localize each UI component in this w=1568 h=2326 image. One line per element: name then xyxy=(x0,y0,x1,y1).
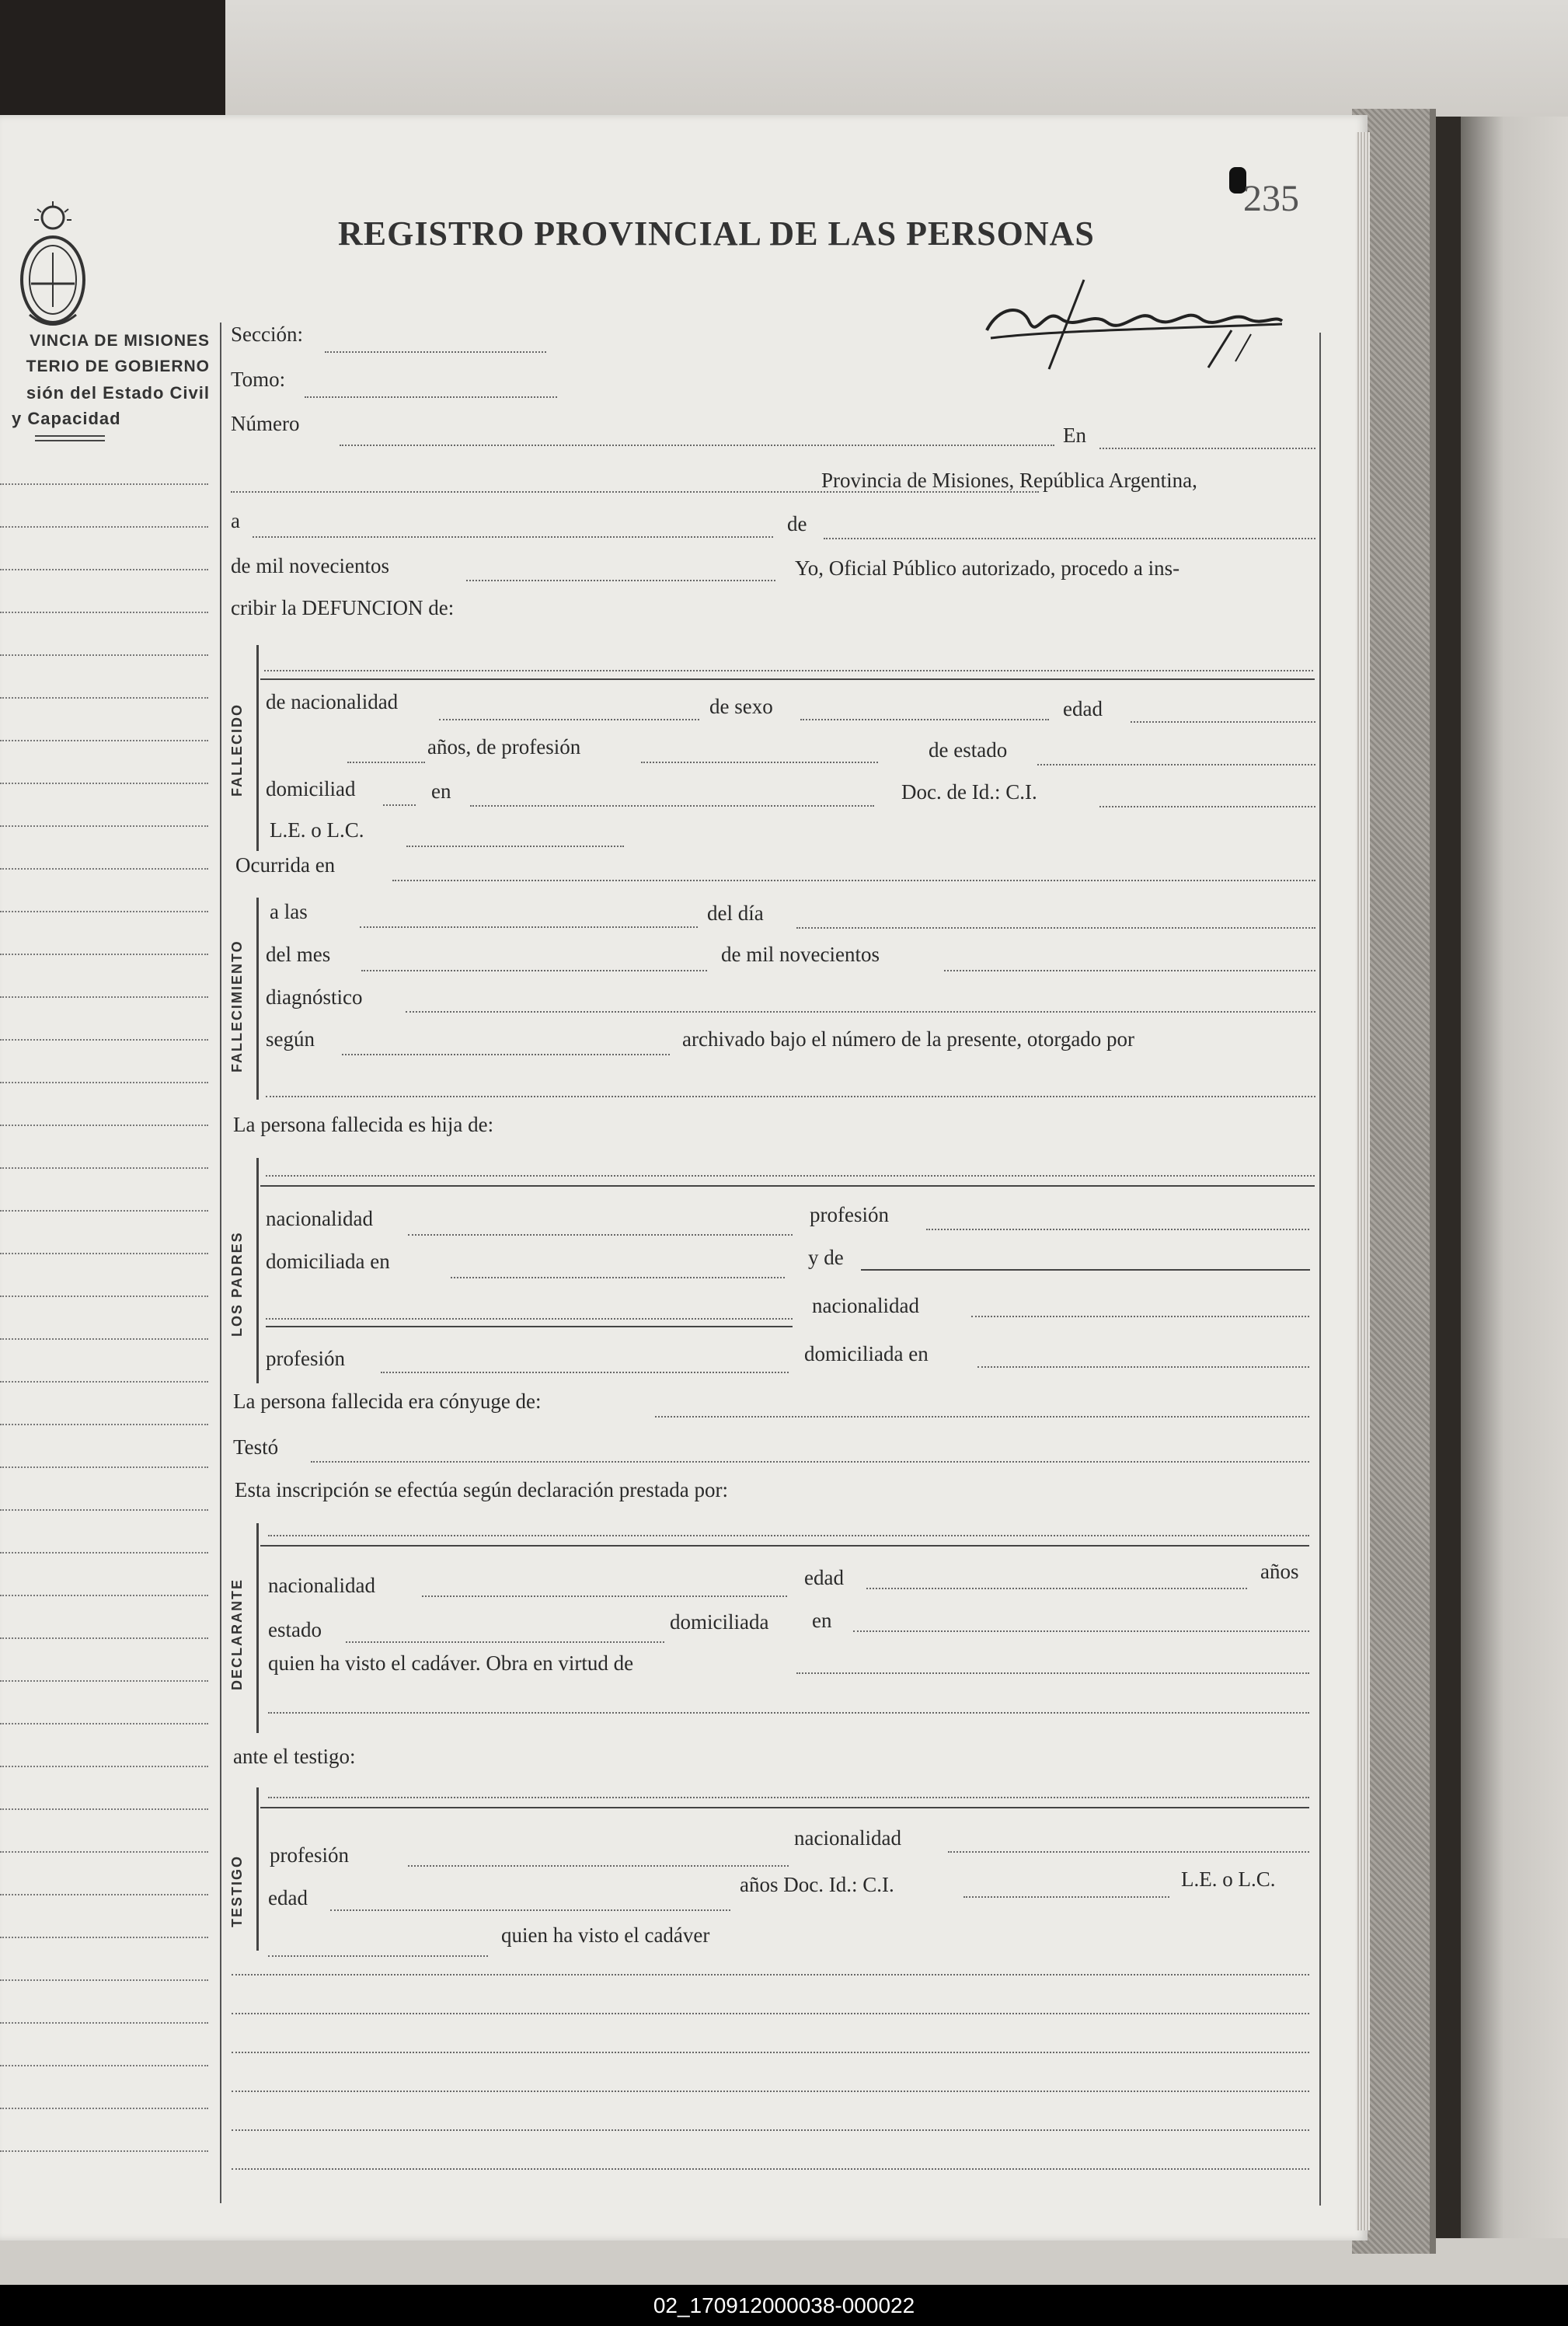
left-margin-line xyxy=(0,612,208,613)
left-margin-line xyxy=(0,2022,208,2024)
field-ci-testigo[interactable] xyxy=(963,1896,1169,1898)
line-madre xyxy=(266,1326,793,1327)
label-quien-testigo: quien ha visto el cadáver xyxy=(501,1923,710,1947)
field-conyuge[interactable] xyxy=(655,1416,1309,1418)
bracket-fallecido xyxy=(256,645,259,851)
label-profesion-testigo: profesión xyxy=(270,1843,349,1867)
label-nacionalidad: de nacionalidad xyxy=(266,690,399,713)
field-ocurrida[interactable] xyxy=(392,880,1315,881)
label-domiciliad: domiciliad xyxy=(266,777,356,800)
line-padre xyxy=(260,1185,1315,1187)
field-numero[interactable] xyxy=(340,445,1054,446)
field-segun[interactable] xyxy=(342,1054,670,1055)
label-sexo: de sexo xyxy=(709,695,773,718)
label-nacionalidad-madre: nacionalidad xyxy=(812,1294,919,1317)
left-margin-line xyxy=(0,1381,208,1383)
left-margin-line xyxy=(0,654,208,656)
left-margin-line xyxy=(0,2065,208,2066)
line-fallecido xyxy=(260,678,1315,680)
line-testigo xyxy=(260,1807,1309,1808)
left-margin-line xyxy=(0,1637,208,1639)
field-doc-ci[interactable] xyxy=(1099,806,1315,807)
field-le-lc[interactable] xyxy=(406,846,624,847)
observaciones-line[interactable] xyxy=(232,2052,1309,2053)
left-margin-line xyxy=(0,1979,208,1981)
field-diagnostico[interactable] xyxy=(406,1011,1315,1013)
label-domiciliada-padre: domiciliada en xyxy=(266,1250,390,1273)
label-estado: de estado xyxy=(929,738,1008,762)
field-edad[interactable] xyxy=(1131,721,1315,723)
field-profesion-testigo[interactable] xyxy=(408,1865,789,1867)
label-testo: Testó xyxy=(233,1435,279,1459)
field-nacionalidad[interactable] xyxy=(439,719,699,720)
left-margin-line xyxy=(0,526,208,528)
field-a[interactable] xyxy=(253,536,773,538)
background-bottom xyxy=(0,2238,1568,2285)
label-en-dom: en xyxy=(431,779,451,803)
bracket-declarante xyxy=(256,1523,259,1733)
field-obra-en-virtud[interactable] xyxy=(796,1672,1309,1674)
field-estado[interactable] xyxy=(1037,764,1315,765)
field-nacionalidad-declarante[interactable] xyxy=(422,1595,787,1597)
left-margin-line xyxy=(0,1937,208,1938)
field-dia[interactable] xyxy=(796,927,1315,929)
left-margin-line xyxy=(0,2108,208,2109)
label-doc: Doc. de Id.: C.I. xyxy=(901,780,1037,804)
field-nombre-fallecido[interactable] xyxy=(264,670,1313,671)
observaciones-line[interactable] xyxy=(232,2168,1309,2170)
field-nacionalidad-padre[interactable] xyxy=(408,1234,793,1236)
label-edad: edad xyxy=(1063,697,1103,720)
left-margin-line xyxy=(0,1851,208,1853)
label-y-de: y de xyxy=(808,1246,844,1269)
left-header-line1: VINCIA DE MISIONES xyxy=(30,332,210,350)
bracket-padres xyxy=(256,1158,259,1383)
left-margin-line xyxy=(0,697,208,699)
document-page xyxy=(0,115,1368,2241)
left-margin-line xyxy=(0,1894,208,1895)
field-domicilio-madre[interactable] xyxy=(977,1366,1309,1368)
field-nombre-madre-cont[interactable] xyxy=(266,1318,793,1320)
field-en[interactable] xyxy=(1099,448,1315,449)
field-nombre-declarante[interactable] xyxy=(268,1535,1309,1536)
label-provincia: Provincia de Misiones, República Argentina, xyxy=(821,469,1197,492)
left-margin-line xyxy=(0,1680,208,1682)
field-profesion-madre[interactable] xyxy=(381,1372,789,1373)
field-estado-declarante[interactable] xyxy=(346,1641,664,1643)
section-label-fallecimiento: FALLECIMIENTO xyxy=(229,940,245,1072)
field-edad-testigo[interactable] xyxy=(330,1909,730,1911)
left-margin-line xyxy=(0,1039,208,1041)
label-archivado: archivado bajo el número de la presente, otorgado por xyxy=(682,1027,1135,1051)
left-margin-line xyxy=(0,1082,208,1083)
field-anio[interactable] xyxy=(466,580,775,581)
left-margin-line xyxy=(0,483,208,485)
left-header-line4: y Capacidad xyxy=(12,409,121,428)
section-label-fallecido: FALLECIDO xyxy=(229,703,245,797)
background-right xyxy=(1461,117,1568,2293)
left-header-line2: TERIO DE GOBIERNO xyxy=(26,357,210,375)
field-nombre-padre[interactable] xyxy=(266,1175,1315,1177)
left-margin-line xyxy=(0,911,208,912)
left-margin-line xyxy=(0,1167,208,1169)
field-nacionalidad-madre[interactable] xyxy=(971,1316,1309,1317)
label-a: a xyxy=(231,509,240,532)
left-margin-line xyxy=(0,1552,208,1554)
field-seccion[interactable] xyxy=(325,351,546,353)
left-margin-line xyxy=(0,569,208,570)
label-anos-declarante: años xyxy=(1260,1560,1299,1583)
label-nacionalidad-padre: nacionalidad xyxy=(266,1207,373,1230)
field-domicilio[interactable] xyxy=(470,805,874,807)
label-domiciliada-declarante: domiciliada xyxy=(670,1610,769,1634)
label-anos-doc-testigo: años Doc. Id.: C.I. xyxy=(740,1873,894,1896)
label-edad-declarante: edad xyxy=(804,1566,844,1589)
field-domiciliad-genero[interactable] xyxy=(383,804,416,806)
field-anio-fallec[interactable] xyxy=(944,970,1315,971)
field-profesion-padre[interactable] xyxy=(926,1229,1309,1230)
left-margin-line xyxy=(0,783,208,784)
label-de-mil-fallec: de mil novecientos xyxy=(721,943,880,966)
field-testo[interactable] xyxy=(311,1461,1309,1463)
left-margin-line xyxy=(0,740,208,741)
field-declarante-extra[interactable] xyxy=(268,1712,1309,1714)
page-number: 235 xyxy=(1243,178,1299,219)
observaciones-line[interactable] xyxy=(232,2129,1309,2131)
bracket-fallecimiento xyxy=(256,898,259,1100)
label-de: de xyxy=(787,512,807,535)
label-edad-testigo: edad xyxy=(268,1886,308,1909)
label-nacionalidad-testigo: nacionalidad xyxy=(794,1826,901,1850)
label-anos-profesion: años, de profesión xyxy=(427,735,581,758)
label-en-declarante: en xyxy=(812,1609,832,1632)
label-a-las: a las xyxy=(270,900,308,923)
label-ocurrida: Ocurrida en xyxy=(235,853,336,877)
left-margin-line xyxy=(0,1766,208,1767)
label-ante-testigo: ante el testigo: xyxy=(233,1745,356,1768)
left-margin-line xyxy=(0,1253,208,1254)
label-segun: según xyxy=(266,1027,315,1051)
left-margin-line xyxy=(0,996,208,998)
label-yo-oficial: Yo, Oficial Público autorizado, procedo a ins- xyxy=(795,556,1180,580)
left-margin-line xyxy=(0,1125,208,1126)
field-edad-declarante[interactable] xyxy=(866,1588,1247,1589)
label-conyuge: La persona fallecida era cónyuge de: xyxy=(233,1390,542,1413)
label-cribir: cribir la DEFUNCION de: xyxy=(231,596,455,619)
label-profesion-madre: profesión xyxy=(266,1347,345,1370)
label-del-dia: del día xyxy=(707,901,764,925)
left-margin-line xyxy=(0,1296,208,1297)
header-underline xyxy=(35,435,105,441)
column-divider xyxy=(220,323,221,2203)
page-edge xyxy=(1356,132,1370,2230)
label-seccion: Sección: xyxy=(231,323,303,346)
field-domicilio-padre[interactable] xyxy=(451,1277,785,1278)
label-domiciliada-madre: domiciliada en xyxy=(804,1342,929,1365)
field-de[interactable] xyxy=(824,538,1315,539)
field-domicilio-declarante[interactable] xyxy=(853,1630,1309,1632)
footer-id: 02_170912000038-000022 xyxy=(0,2285,1568,2326)
label-nacionalidad-declarante: nacionalidad xyxy=(268,1574,375,1597)
background-dark xyxy=(0,0,225,117)
label-le-lc: L.E. o L.C. xyxy=(270,818,364,842)
right-border xyxy=(1319,333,1321,2206)
left-margin-line xyxy=(0,1509,208,1511)
left-margin-line xyxy=(0,1424,208,1425)
field-tomo[interactable] xyxy=(305,396,557,398)
field-nombre-testigo[interactable] xyxy=(268,1797,1309,1798)
left-margin-line xyxy=(0,825,208,827)
line-declarante xyxy=(260,1545,1309,1547)
label-le-lc-testigo: L.E. o L.C. xyxy=(1181,1867,1276,1891)
label-del-mes: del mes xyxy=(266,943,331,966)
section-label-declarante: DECLARANTE xyxy=(229,1578,245,1690)
observaciones-line[interactable] xyxy=(232,2091,1309,2092)
left-margin-line xyxy=(0,1595,208,1596)
observaciones-line[interactable] xyxy=(232,1974,1309,1976)
label-quien-declarante: quien ha visto el cadáver. Obra en virtud de xyxy=(268,1651,634,1675)
field-otorgado-por[interactable] xyxy=(266,1096,1315,1097)
left-margin-line xyxy=(0,1338,208,1340)
observaciones-line[interactable] xyxy=(232,2013,1309,2014)
field-profesion[interactable] xyxy=(641,762,878,763)
left-margin-line xyxy=(0,868,208,870)
left-margin-line xyxy=(0,1723,208,1724)
page-title: REGISTRO PROVINCIAL DE LAS PERSONAS xyxy=(338,214,1095,253)
field-mes[interactable] xyxy=(361,970,707,971)
left-header-line3: sión del Estado Civil xyxy=(26,383,210,403)
section-label-testigo: TESTIGO xyxy=(229,1854,245,1927)
field-anos[interactable] xyxy=(347,762,425,763)
background-table xyxy=(225,0,1568,117)
section-label-padres: LOS PADRES xyxy=(229,1231,245,1337)
label-hija-de: La persona fallecida es hija de: xyxy=(233,1113,494,1136)
field-nacionalidad-testigo[interactable] xyxy=(948,1851,1309,1853)
label-profesion-padre: profesión xyxy=(810,1203,889,1226)
field-sexo[interactable] xyxy=(800,719,1049,720)
label-inscripcion: Esta inscripción se efectúa según declaración prestada por: xyxy=(235,1478,728,1501)
coat-of-arms-icon xyxy=(14,198,92,334)
label-en: En xyxy=(1063,424,1086,447)
field-le-lc-testigo[interactable] xyxy=(268,1955,488,1957)
bracket-testigo xyxy=(256,1787,259,1951)
left-margin-line xyxy=(0,1466,208,1468)
left-margin-line xyxy=(0,954,208,955)
left-margin-line xyxy=(0,1210,208,1212)
label-estado-declarante: estado xyxy=(268,1618,322,1641)
field-nombre-madre[interactable] xyxy=(861,1269,1310,1271)
label-de-mil: de mil novecientos xyxy=(231,554,389,577)
field-hora[interactable] xyxy=(360,926,698,928)
label-diagnostico: diagnóstico xyxy=(266,985,363,1009)
label-numero: Número xyxy=(231,412,300,435)
handwritten-annotation-signature xyxy=(975,276,1294,377)
left-margin-line xyxy=(0,2150,208,2152)
left-margin-line xyxy=(0,1808,208,1810)
label-tomo: Tomo: xyxy=(231,368,286,391)
